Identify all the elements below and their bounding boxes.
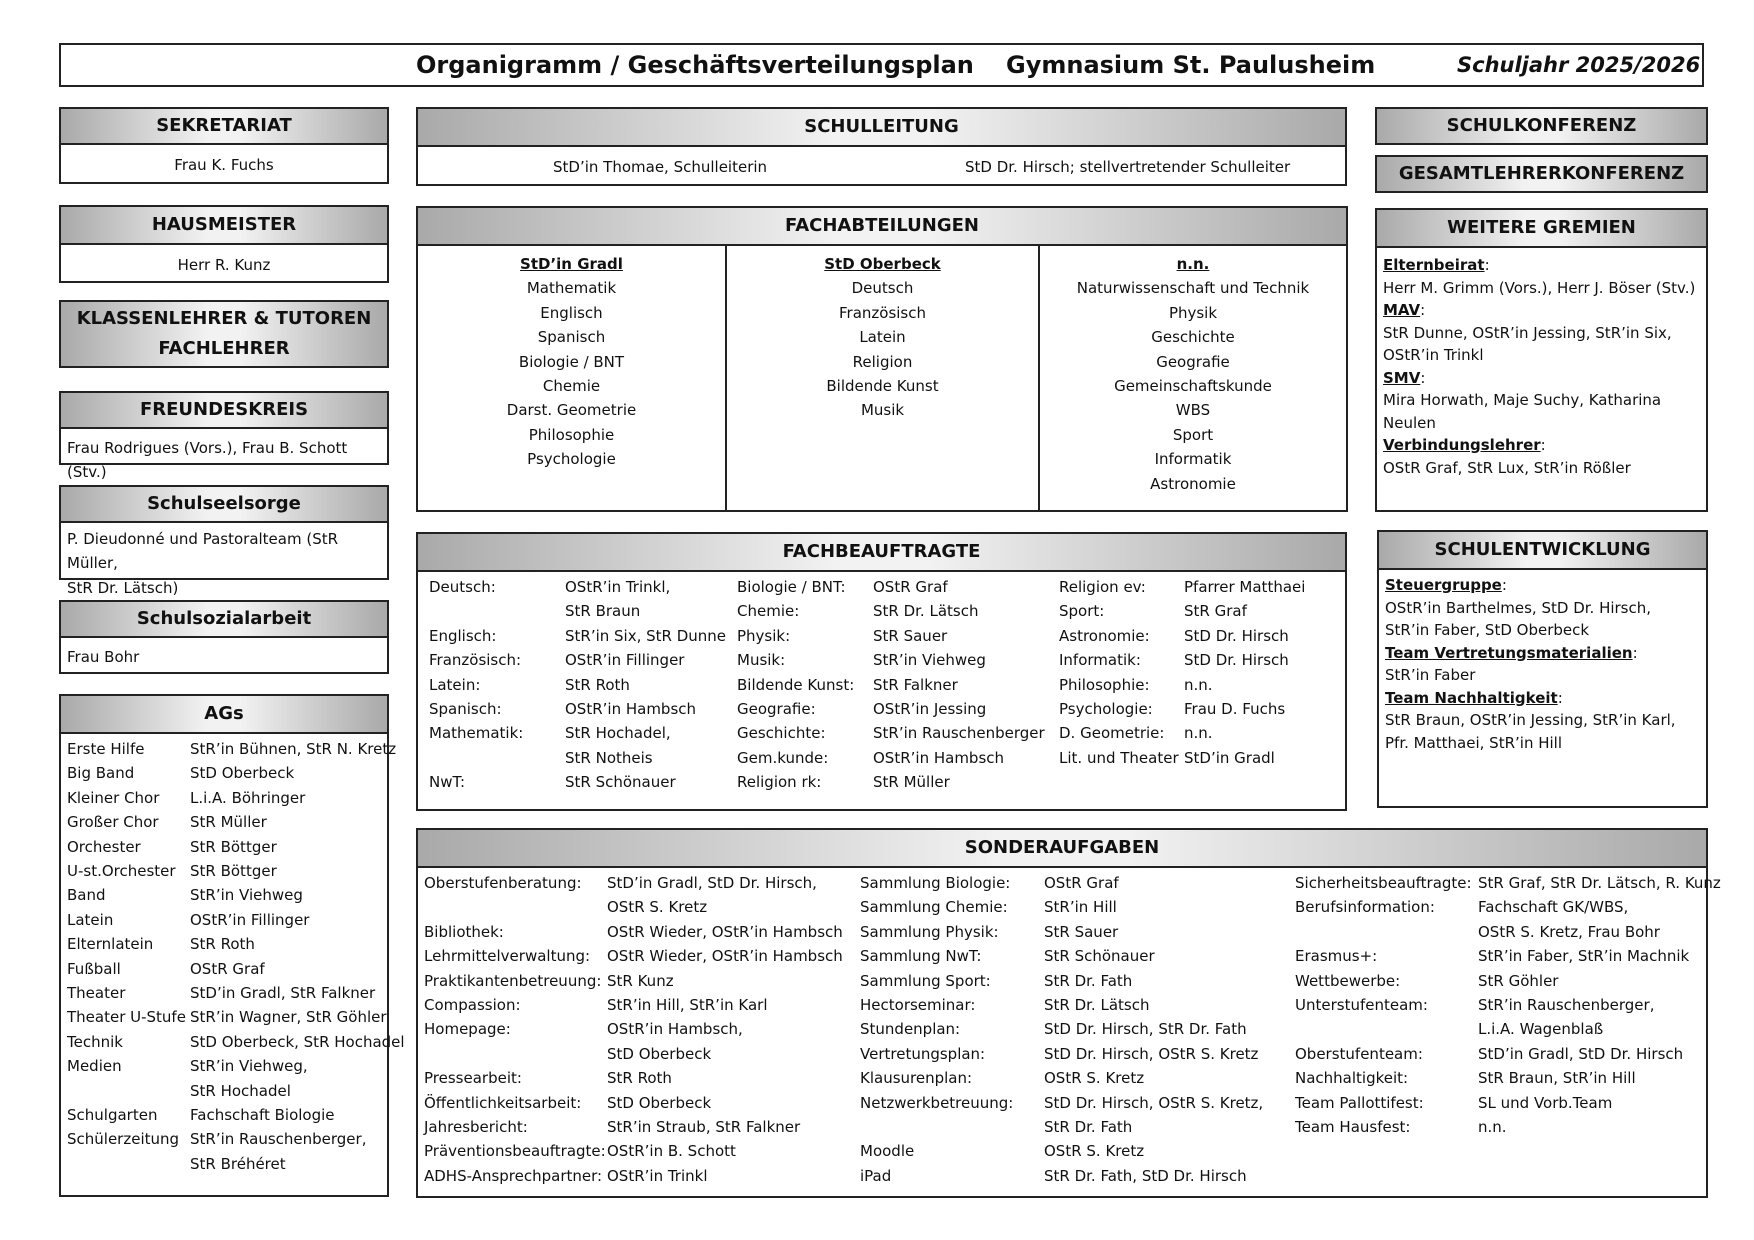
fach-person: StD Dr. Hirsch (1184, 626, 1289, 645)
fach-label: Spanisch: (429, 700, 502, 718)
aufgabe-person: StD’in Gradl, StD Dr. Hirsch, (607, 874, 817, 892)
fachabteilung-col-2 (727, 252, 1038, 423)
aufgabe-label: Jahresbericht: (424, 1118, 528, 1136)
aufgabe-label: Homepage: (424, 1020, 511, 1039)
freundeskreis-header: FREUNDESKREIS (59, 391, 389, 429)
fachabteilung-subject: Musik (860, 401, 905, 420)
fach-label: Latein: (429, 675, 481, 694)
klassenlehrer-line2: FACHLEHRER (158, 338, 290, 359)
aufgabe-person: OStR Wieder, OStR’in Hambsch (607, 922, 843, 941)
fachabteilung-subject: Naturwissenschaft und Technik (1076, 279, 1310, 298)
mav-label: MAV (1383, 301, 1421, 319)
aufgabe-person: StR’in Straub, StR Falkner (607, 1118, 801, 1136)
aufgabe-label: Sammlung Sport: (860, 971, 991, 990)
sozialarbeit-header: Schulsozialarbeit (59, 600, 389, 638)
aufgabe-person: OStR S. Kretz (1044, 1142, 1145, 1161)
aufgabe-label: Hectorseminar: (860, 996, 976, 1014)
aufgabe-person: StR Braun, StR’in Hill (1478, 1069, 1636, 1088)
aufgabe-label: iPad (860, 1166, 892, 1185)
aufgabe-person: StD Dr. Hirsch, OStR S. Kretz (1044, 1044, 1259, 1063)
fachabteilung-subject: Englisch (540, 303, 603, 322)
aufgabe-label: Moodle (860, 1142, 915, 1161)
verbindungslehrer-text: OStR Graf, StR Lux, StR’in Rößler (1383, 458, 1631, 477)
aufgabe-person: StD Oberbeck (607, 1044, 712, 1063)
aufgabe-label: Team Hausfest: (1295, 1118, 1411, 1136)
aufgabe-person: StR Dr. Fath (1044, 971, 1133, 990)
verbindungslehrer-label: Verbindungslehrer (1383, 436, 1541, 454)
fach-label: Mathematik: (429, 724, 524, 743)
ag-leader: StD’in Gradl, StR Falkner (190, 984, 376, 1002)
aufgabe-label: Öffentlichkeitsarbeit: (424, 1093, 582, 1112)
aufgabe-label: Sammlung Biologie: (860, 874, 1011, 892)
ag-leader: StR’in Rauschenberger, (190, 1130, 367, 1149)
klassenlehrer-line1: KLASSENLEHRER & TUTOREN (76, 308, 372, 329)
ag-leader: Fachschaft Biologie (190, 1106, 335, 1124)
schulleitung-body (416, 145, 1347, 186)
aufgabe-label: Unterstufenteam: (1295, 996, 1428, 1014)
fach-person: StR Hochadel, (565, 724, 671, 743)
fach-label: Lit. und Theater (1059, 748, 1179, 767)
aufgabe-person: StR Kunz (607, 971, 674, 990)
aufgabe-person: OStR S. Kretz, Frau Bohr (1478, 922, 1660, 941)
ag-name: Schulgarten (67, 1106, 158, 1124)
ag-leader: StR’in Viehweg, (190, 1057, 308, 1076)
fach-person: Frau D. Fuchs (1184, 700, 1286, 718)
fachabteilung-subject: Physik (1168, 303, 1218, 322)
gesamtlehrerkonferenz-header: GESAMTLEHRERKONFERENZ (1375, 155, 1708, 193)
fachabteilung-subject: WBS (1175, 401, 1211, 420)
aufgabe-label: Berufsinformation: (1295, 898, 1435, 917)
fach-person: StR’in Rauschenberger (873, 724, 1045, 743)
aufgabe-person: n.n. (1478, 1118, 1507, 1136)
fachabteilung-subject: Chemie (542, 377, 601, 396)
fachabteilung-subject: Religion (852, 352, 913, 371)
aufgabe-person: StR Dr. Lätsch (1044, 996, 1150, 1014)
page-title: Organigramm / Geschäftsverteilungsplan (416, 51, 974, 79)
steuergruppe-line1: OStR’in Barthelmes, StD Dr. Hirsch, (1385, 598, 1652, 617)
aufgabe-person: StD’in Gradl, StD Dr. Hirsch (1478, 1044, 1684, 1063)
fach-person: OStR’in Fillinger (565, 651, 685, 670)
fachabteilung-subject: Geschichte (1151, 328, 1235, 347)
aufgabe-label: Bibliothek: (424, 922, 504, 941)
aufgabe-label: Vertretungsplan: (860, 1044, 986, 1063)
ag-name: Großer Chor (67, 813, 159, 832)
fach-label: Philosophie: (1059, 675, 1150, 694)
fachbeauftragte-body (416, 570, 1347, 811)
fach-label: Geografie: (737, 700, 816, 718)
ag-name: U-st.Orchester (67, 862, 176, 880)
aufgabe-person: StR Göhler (1478, 971, 1559, 990)
weitere-gremien-body: Elternbeirat: Herr M. Grimm (Vors.), Herr J. Böser (Stv.) MAV: StR Dunne, OStR’in Jessing, StR’in Six, OStR’in Trinkl SMV: Mira Horwath, Maje Suchy, Katharina Neulen Verbindungslehrer: OStR Graf, StR Lux, StR’in Rößler (1375, 246, 1708, 512)
fach-person: StD Dr. Hirsch (1184, 651, 1289, 670)
ag-leader: StR Roth (190, 935, 255, 954)
fach-person: Pfarrer Matthaei (1184, 578, 1306, 596)
ags-body (59, 732, 405, 1197)
fachabteilung-col-1 (418, 252, 725, 472)
schulentwicklung-header: SCHULENTWICKLUNG (1377, 530, 1708, 570)
sonderaufgaben-body (416, 866, 1721, 1198)
fachabteilung-subject: Astronomie (1150, 474, 1236, 493)
ag-name: Latein (67, 910, 114, 929)
aufgabe-label: Stundenplan: (860, 1020, 961, 1039)
smv-label: SMV (1383, 368, 1421, 387)
ag-name: Kleiner Chor (67, 788, 160, 807)
fach-person: StR Schönauer (565, 773, 676, 792)
fachabteilung-subject: Latein (859, 328, 906, 347)
aufgabe-person: StR Roth (607, 1069, 672, 1088)
fachabteilung-subject: Gemeinschaftskunde (1114, 377, 1272, 396)
ag-leader: StR Böttger (190, 837, 277, 856)
ag-leader: StD Oberbeck (190, 764, 295, 783)
fach-person: StD’in Gradl (1184, 748, 1275, 767)
fach-label: Sport: (1059, 602, 1105, 621)
fachabteilung-subject: Deutsch (851, 279, 914, 298)
aufgabe-label: Präventionsbeauftragte: (424, 1142, 606, 1161)
ag-name: Big Band (67, 764, 135, 783)
fach-person: n.n. (1184, 675, 1213, 694)
aufgabe-label: Oberstufenteam: (1295, 1044, 1423, 1063)
fach-label: Chemie: (737, 602, 800, 621)
aufgabe-person: StR’in Hill (1044, 898, 1117, 917)
fach-label: NwT: (429, 773, 466, 792)
fach-person: StR Falkner (873, 675, 958, 694)
nachhaltigkeit-line2: Pfr. Matthaei, StR’in Hill (1385, 733, 1562, 752)
ag-leader: StR Bréhéret (190, 1154, 286, 1173)
aufgabe-person: StR Dr. Fath, StD Dr. Hirsch (1044, 1166, 1247, 1185)
fach-label: Religion rk: (737, 773, 822, 792)
school-year: Schuljahr 2025/2026 (1457, 53, 1701, 77)
fachabteilung-head-1: StD’in Gradl (520, 255, 623, 273)
vertretungsmaterialien-label: Team Vertretungsmaterialien (1385, 643, 1633, 662)
fach-label: Englisch: (429, 626, 497, 645)
sekretariat-person: Frau K. Fuchs (174, 156, 274, 174)
aufgabe-label: Wettbewerbe: (1295, 971, 1401, 990)
fach-label: Musik: (737, 651, 786, 670)
aufgabe-person: StR’in Rauschenberger, (1478, 996, 1655, 1014)
fachabteilung-subject: Informatik (1154, 450, 1232, 469)
sozialarbeit-text: Frau Bohr (67, 648, 140, 666)
fachabteilung-subject: Biologie / BNT (518, 352, 625, 371)
ag-name: Orchester (67, 837, 141, 856)
fach-label: Gem.kunde: (737, 748, 829, 767)
aufgabe-person: OStR’in Trinkl (607, 1166, 708, 1185)
schulleitung-header: SCHULLEITUNG (416, 107, 1347, 147)
schulleitung-right: StD Dr. Hirsch; stellvertretender Schulleiter (965, 158, 1291, 176)
fach-person: OStR’in Jessing (873, 700, 987, 718)
fach-person: StR Sauer (873, 626, 948, 645)
fachabteilung-head-3: n.n. (1176, 255, 1210, 273)
aufgabe-person: StD Dr. Hirsch, StR Dr. Fath (1044, 1020, 1247, 1039)
mav-line1: StR Dunne, OStR’in Jessing, StR’in Six, (1383, 323, 1672, 342)
ag-name: Fußball (67, 959, 121, 978)
aufgabe-person: OStR’in B. Schott (607, 1142, 736, 1161)
fach-person: OStR’in Hambsch (565, 700, 697, 718)
ag-leader: StR’in Bühnen, StR N. Kretz (190, 740, 397, 758)
ag-name: Medien (67, 1057, 122, 1076)
seelsorge-header: Schulseelsorge (59, 485, 389, 523)
fach-label: Geschichte: (737, 724, 826, 743)
freundeskreis-text: Frau Rodrigues (Vors.), Frau B. Schott (Stv.) (67, 439, 348, 482)
ag-leader: StR’in Viehweg (190, 886, 303, 905)
aufgabe-label: Oberstufenberatung: (424, 874, 582, 892)
ag-name: Elternlatein (67, 935, 154, 954)
fachabteilungen-header: FACHABTEILUNGEN (416, 206, 1348, 246)
elternbeirat-text: Herr M. Grimm (Vors.), Herr J. Böser (Stv.) (1383, 278, 1696, 297)
fachabteilung-col-3 (1040, 252, 1346, 496)
fach-label: Bildende Kunst: (737, 675, 855, 694)
fachabteilung-subject: Französisch (838, 303, 926, 322)
aufgabe-person: StD Dr. Hirsch, OStR S. Kretz, (1044, 1093, 1264, 1112)
ag-leader: L.i.A. Böhringer (190, 788, 306, 807)
fachabteilung-subject: Psychologie (527, 450, 616, 469)
fach-label: Religion ev: (1059, 578, 1146, 596)
fachbeauftragte-header: FACHBEAUFTRAGTE (416, 532, 1347, 572)
school-name: Gymnasium St. Paulusheim (1006, 51, 1376, 79)
fach-person: StR Roth (565, 675, 630, 694)
fach-person: StR Müller (873, 773, 950, 792)
fachabteilung-subject: Philosophie (528, 425, 615, 444)
seelsorge-line1: P. Dieudonné und Pastoralteam (StR Müller, (67, 530, 339, 573)
aufgabe-person: OStR’in Hambsch, (607, 1020, 743, 1039)
aufgabe-label: Sammlung Chemie: (860, 898, 1008, 917)
fachabteilungen-body (416, 244, 1348, 512)
steuergruppe-line2: StR’in Faber, StD Oberbeck (1385, 621, 1590, 639)
ag-leader: OStR’in Fillinger (190, 910, 310, 929)
vertretungsmaterialien-text: StR’in Faber (1385, 666, 1476, 684)
aufgabe-label: Compassion: (424, 996, 521, 1014)
weitere-gremien-header: WEITERE GREMIEN (1375, 208, 1708, 248)
ag-leader: StR Müller (190, 813, 267, 832)
aufgabe-label: ADHS-Ansprechpartner: (424, 1166, 603, 1185)
aufgabe-label: Sammlung NwT: (860, 947, 982, 966)
schulleitung-left: StD’in Thomae, Schulleiterin (553, 158, 768, 176)
fachabteilung-subject: Geografie (1156, 352, 1230, 371)
freundeskreis-body (59, 427, 389, 482)
fach-person: n.n. (1184, 724, 1213, 743)
sekretariat-body (59, 143, 389, 184)
aufgabe-person: OStR S. Kretz (607, 898, 708, 917)
fachabteilung-head-2: StD Oberbeck (824, 255, 941, 273)
hausmeister-header: HAUSMEISTER (59, 205, 389, 245)
aufgabe-person: StR Sauer (1044, 922, 1119, 941)
seelsorge-body (59, 521, 389, 597)
ag-leader: StR Böttger (190, 862, 277, 880)
sonderaufgaben-header: SONDERAUFGABEN (416, 828, 1708, 868)
aufgabe-label: Erasmus+: (1295, 947, 1378, 966)
fach-person: StR Braun (565, 602, 641, 621)
aufgabe-person: OStR S. Kretz (1044, 1069, 1145, 1088)
aufgabe-person: Fachschaft GK/WBS, (1478, 898, 1629, 917)
aufgabe-label: Netzwerkbetreuung: (860, 1093, 1014, 1112)
fach-label: Psychologie: (1059, 700, 1153, 718)
fach-person: StR Graf (1184, 602, 1247, 621)
nachhaltigkeit-label: Team Nachhaltigkeit (1385, 688, 1558, 707)
nachhaltigkeit-line1: StR Braun, OStR’in Jessing, StR’in Karl, (1385, 711, 1676, 729)
hausmeister-body (59, 243, 389, 283)
aufgabe-person: StD Oberbeck (607, 1093, 712, 1112)
elternbeirat-label: Elternbeirat (1383, 256, 1485, 274)
aufgabe-person: SL und Vorb.Team (1478, 1093, 1613, 1112)
aufgabe-label: Nachhaltigkeit: (1295, 1069, 1409, 1088)
aufgabe-label: Pressearbeit: (424, 1069, 522, 1088)
ag-leader: OStR Graf (190, 959, 265, 978)
sozialarbeit-body (59, 636, 389, 674)
sekretariat-header: SEKRETARIAT (59, 107, 389, 145)
aufgabe-label: Lehrmittelverwaltung: (424, 947, 591, 966)
schulentwicklung-body: Steuergruppe: OStR’in Barthelmes, StD Dr. Hirsch, StR’in Faber, StD Oberbeck Team Vertretungsmaterialien: StR’in Faber Team Nachhaltigkeit: StR Braun, OStR’in Jessing, StR’in Karl, Pfr. Matthaei, StR’in Hill (1377, 568, 1708, 808)
aufgabe-person: StR’in Hill, StR’in Karl (607, 996, 768, 1014)
seelsorge-line2: StR Dr. Lätsch) (67, 578, 179, 597)
fachabteilung-subject: Bildende Kunst (826, 377, 939, 396)
ag-name: Theater (67, 984, 126, 1002)
fach-label: Informatik: (1059, 651, 1141, 670)
fach-person: StR Dr. Lätsch (873, 602, 979, 621)
ag-leader: StD Oberbeck, StR Hochadel (190, 1032, 405, 1051)
aufgabe-label: Team Pallottifest: (1295, 1093, 1424, 1112)
mav-line2: OStR’in Trinkl (1383, 346, 1484, 364)
aufgabe-person: StR’in Faber, StR’in Machnik (1478, 947, 1690, 966)
schulkonferenz-header: SCHULKONFERENZ (1375, 107, 1708, 145)
aufgabe-person: StR Dr. Fath (1044, 1118, 1133, 1136)
aufgabe-label: Klausurenplan: (860, 1069, 973, 1088)
hausmeister-person: Herr R. Kunz (177, 256, 271, 274)
smv-text: Mira Horwath, Maje Suchy, Katharina Neulen (1383, 391, 1662, 432)
aufgabe-person: StR Schönauer (1044, 947, 1155, 966)
fach-label: Biologie / BNT: (737, 578, 846, 596)
fach-person: StR’in Six, StR Dunne (565, 626, 727, 645)
fach-person: OStR’in Trinkl, (565, 578, 671, 596)
ag-leader: StR Hochadel (190, 1081, 291, 1100)
aufgabe-label: Praktikantenbetreuung: (424, 971, 602, 990)
ag-name: Technik (67, 1032, 123, 1051)
aufgabe-person: L.i.A. Wagenblaß (1478, 1020, 1604, 1039)
aufgabe-label: Sicherheitsbeauftragte: (1295, 874, 1472, 892)
title-bar (59, 43, 1704, 87)
aufgabe-person: OStR Wieder, OStR’in Hambsch (607, 947, 843, 966)
steuergruppe-label: Steuergruppe (1385, 576, 1502, 594)
ags-header: AGs (59, 694, 389, 734)
fach-label: Astronomie: (1059, 626, 1150, 645)
ag-name: Schülerzeitung (67, 1130, 180, 1149)
fachabteilung-subject: Darst. Geometrie (506, 401, 637, 420)
aufgabe-label: Sammlung Physik: (860, 922, 999, 941)
ag-name: Band (67, 886, 106, 905)
fach-person: OStR Graf (873, 578, 948, 596)
fachabteilung-subject: Spanisch (537, 328, 606, 347)
fachabteilung-subject: Mathematik (526, 279, 617, 298)
klassenlehrer-box (59, 300, 389, 368)
fach-person: StR’in Viehweg (873, 651, 986, 670)
ag-leader: StR’in Wagner, StR Göhler (190, 1008, 387, 1027)
fach-person: OStR’in Hambsch (873, 748, 1005, 767)
aufgabe-person: OStR Graf (1044, 874, 1119, 892)
aufgabe-person: StR Graf, StR Dr. Lätsch, R. Kunz (1478, 874, 1721, 892)
ag-name: Erste Hilfe (67, 740, 145, 758)
fach-label: Deutsch: (429, 578, 496, 596)
fach-person: StR Notheis (565, 748, 653, 767)
fachabteilung-subject: Sport (1172, 425, 1214, 444)
fach-label: Physik: (737, 626, 791, 645)
ag-name: Theater U-Stufe (67, 1008, 186, 1027)
fach-label: Französisch: (429, 651, 522, 670)
fach-label: D. Geometrie: (1059, 724, 1165, 743)
